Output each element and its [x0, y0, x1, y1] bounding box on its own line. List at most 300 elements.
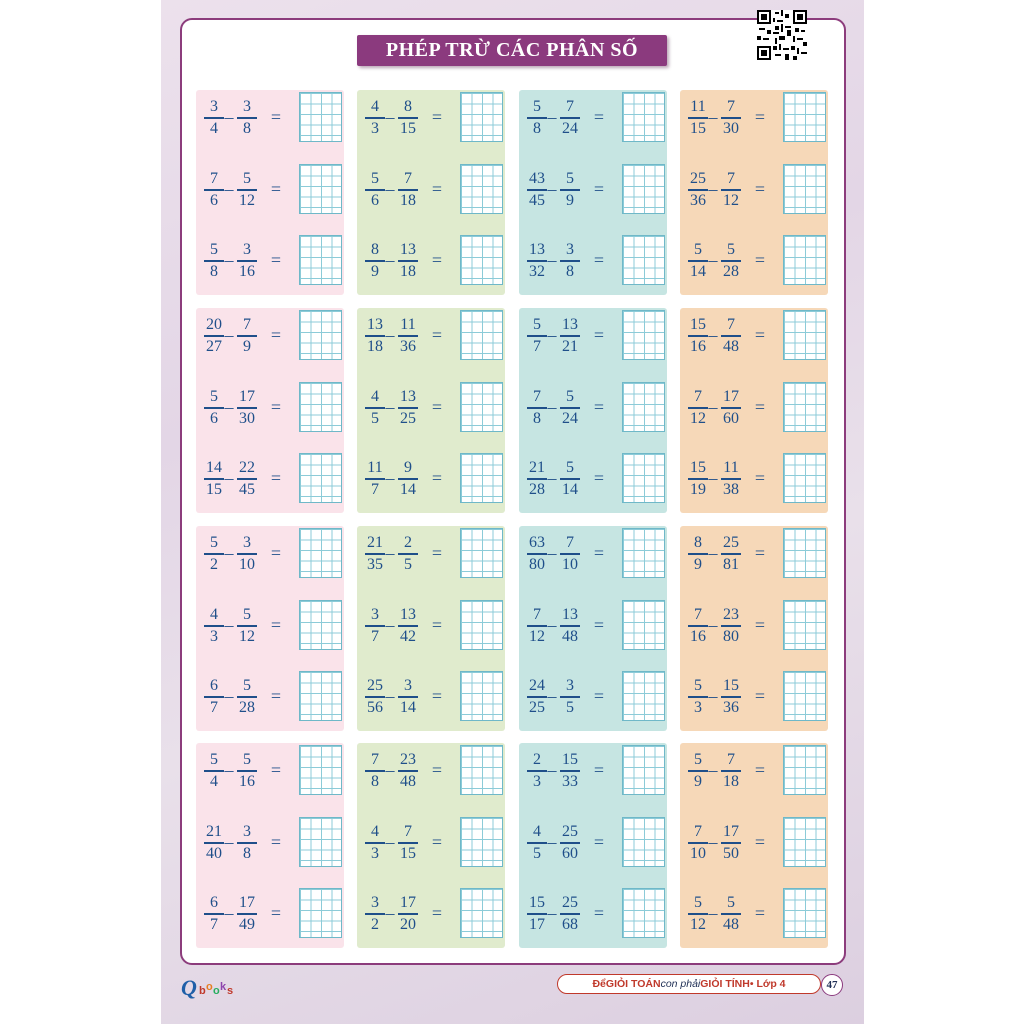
minus-sign: –	[708, 760, 718, 780]
numerator: 21	[529, 459, 545, 476]
minus-sign: –	[385, 543, 395, 563]
numerator: 2	[533, 751, 541, 768]
equals-sign: =	[593, 468, 605, 488]
denominator: 32	[529, 263, 545, 280]
minus-sign: –	[547, 686, 557, 706]
denominator: 21	[562, 338, 578, 355]
exercise-column	[680, 90, 828, 295]
numerator: 5	[210, 241, 218, 258]
denominator: 49	[239, 916, 255, 933]
equals-sign: =	[754, 686, 766, 706]
answer-grid[interactable]	[460, 92, 503, 142]
answer-grid[interactable]	[299, 453, 342, 503]
numerator: 11	[690, 98, 706, 115]
denominator: 15	[206, 481, 222, 498]
numerator: 7	[533, 606, 541, 623]
denominator: 2	[210, 556, 218, 573]
numerator: 17	[239, 388, 255, 405]
exercise-column	[357, 743, 505, 948]
answer-grid[interactable]	[783, 382, 826, 432]
answer-grid[interactable]	[299, 164, 342, 214]
denominator: 8	[210, 263, 218, 280]
numerator: 6	[210, 677, 218, 694]
numerator: 7	[533, 388, 541, 405]
numerator: 4	[371, 98, 379, 115]
denominator: 17	[529, 916, 545, 933]
exercise-column	[519, 743, 667, 948]
denominator: 8	[243, 845, 251, 862]
minus-sign: –	[224, 903, 234, 923]
subtraction-problem	[357, 743, 505, 797]
denominator: 48	[400, 773, 416, 790]
numerator: 5	[210, 751, 218, 768]
subtraction-problem	[519, 233, 667, 287]
exercise-column	[196, 308, 344, 513]
answer-grid[interactable]	[299, 92, 342, 142]
numerator: 3	[371, 894, 379, 911]
denominator: 36	[723, 699, 739, 716]
minus-sign: –	[547, 397, 557, 417]
subtrahend-fraction	[235, 676, 259, 718]
subtrahend-fraction	[396, 822, 420, 864]
denominator: 15	[690, 120, 706, 137]
answer-grid[interactable]	[783, 164, 826, 214]
answer-grid[interactable]	[622, 888, 665, 938]
numerator: 13	[562, 316, 578, 333]
answer-grid[interactable]	[783, 453, 826, 503]
equals-sign: =	[270, 615, 282, 635]
answer-grid[interactable]	[622, 382, 665, 432]
equals-sign: =	[593, 397, 605, 417]
numerator: 5	[243, 606, 251, 623]
numerator: 7	[727, 751, 735, 768]
subtrahend-fraction	[558, 315, 582, 357]
denominator: 50	[723, 845, 739, 862]
minus-sign: –	[385, 615, 395, 635]
denominator: 7	[533, 338, 541, 355]
minus-sign: –	[708, 325, 718, 345]
subtraction-problem	[519, 90, 667, 144]
denominator: 14	[562, 481, 578, 498]
numerator: 23	[723, 606, 739, 623]
subtrahend-fraction	[396, 605, 420, 647]
denominator: 9	[371, 263, 379, 280]
subtrahend-fraction	[396, 458, 420, 500]
equals-sign: =	[270, 832, 282, 852]
denominator: 45	[239, 481, 255, 498]
answer-grid[interactable]	[622, 92, 665, 142]
numerator: 5	[243, 677, 251, 694]
numerator: 11	[367, 459, 383, 476]
series-title-part: GIỎI TOÁN	[605, 978, 661, 990]
subtrahend-fraction	[558, 750, 582, 792]
denominator: 48	[723, 916, 739, 933]
subtrahend-fraction	[719, 458, 743, 500]
subtrahend-fraction	[396, 387, 420, 429]
numerator: 24	[529, 677, 545, 694]
numerator: 5	[694, 894, 702, 911]
svg-text:b: b	[199, 985, 206, 997]
exercise-column	[196, 90, 344, 295]
equals-sign: =	[431, 686, 443, 706]
minus-sign: –	[385, 468, 395, 488]
numerator: 21	[367, 534, 383, 551]
subtraction-problem	[680, 886, 828, 940]
denominator: 9	[566, 192, 574, 209]
answer-grid[interactable]	[622, 817, 665, 867]
numerator: 43	[529, 170, 545, 187]
numerator: 21	[206, 823, 222, 840]
denominator: 7	[371, 481, 379, 498]
subtrahend-fraction	[235, 458, 259, 500]
equals-sign: =	[270, 397, 282, 417]
subtraction-problem	[196, 308, 344, 362]
equals-sign: =	[431, 832, 443, 852]
denominator: 16	[690, 628, 706, 645]
subtrahend-fraction	[396, 240, 420, 282]
equals-sign: =	[431, 760, 443, 780]
answer-grid[interactable]	[460, 235, 503, 285]
minus-sign: –	[385, 760, 395, 780]
numerator: 4	[210, 606, 218, 623]
subtraction-problem	[519, 380, 667, 434]
denominator: 60	[723, 410, 739, 427]
answer-grid[interactable]	[783, 528, 826, 578]
denominator: 14	[400, 481, 416, 498]
equals-sign: =	[270, 543, 282, 563]
answer-grid[interactable]	[460, 164, 503, 214]
numerator: 3	[566, 677, 574, 694]
numerator: 3	[243, 534, 251, 551]
equals-sign: =	[270, 468, 282, 488]
numerator: 11	[400, 316, 416, 333]
subtrahend-fraction	[235, 822, 259, 864]
minus-sign: –	[224, 615, 234, 635]
subtrahend-fraction	[396, 676, 420, 718]
answer-grid[interactable]	[299, 235, 342, 285]
denominator: 4	[210, 773, 218, 790]
answer-grid[interactable]	[783, 888, 826, 938]
equals-sign: =	[431, 903, 443, 923]
subtrahend-fraction	[558, 387, 582, 429]
denominator: 5	[533, 845, 541, 862]
subtraction-problem	[519, 815, 667, 869]
numerator: 8	[404, 98, 412, 115]
subtraction-problem	[680, 162, 828, 216]
subtrahend-fraction	[719, 97, 743, 139]
numerator: 7	[566, 98, 574, 115]
answer-grid[interactable]	[622, 453, 665, 503]
answer-grid[interactable]	[460, 310, 503, 360]
denominator: 7	[210, 916, 218, 933]
answer-grid[interactable]	[299, 528, 342, 578]
numerator: 5	[566, 388, 574, 405]
minus-sign: –	[224, 543, 234, 563]
subtraction-problem	[357, 886, 505, 940]
numerator: 2	[404, 534, 412, 551]
denominator: 27	[206, 338, 222, 355]
numerator: 22	[239, 459, 255, 476]
minus-sign: –	[385, 179, 395, 199]
denominator: 36	[690, 192, 706, 209]
subtrahend-fraction	[719, 822, 743, 864]
numerator: 5	[533, 316, 541, 333]
subtraction-problem	[196, 526, 344, 580]
subtraction-problem	[196, 598, 344, 652]
minus-sign: –	[547, 543, 557, 563]
answer-grid[interactable]	[783, 600, 826, 650]
denominator: 10	[562, 556, 578, 573]
subtrahend-fraction	[719, 605, 743, 647]
answer-grid[interactable]	[299, 310, 342, 360]
equals-sign: =	[270, 107, 282, 127]
answer-grid[interactable]	[783, 745, 826, 795]
answer-grid[interactable]	[783, 671, 826, 721]
denominator: 6	[210, 192, 218, 209]
numerator: 5	[371, 170, 379, 187]
denominator: 12	[239, 628, 255, 645]
subtraction-problem	[357, 380, 505, 434]
subtraction-problem	[357, 162, 505, 216]
minus-sign: –	[224, 760, 234, 780]
answer-grid[interactable]	[622, 600, 665, 650]
numerator: 5	[727, 241, 735, 258]
subtraction-problem	[680, 380, 828, 434]
numerator: 7	[694, 388, 702, 405]
equals-sign: =	[754, 903, 766, 923]
numerator: 8	[694, 534, 702, 551]
denominator: 16	[239, 263, 255, 280]
equals-sign: =	[754, 760, 766, 780]
answer-grid[interactable]	[460, 528, 503, 578]
numerator: 15	[529, 894, 545, 911]
minus-sign: –	[224, 397, 234, 417]
answer-grid[interactable]	[460, 453, 503, 503]
subtrahend-fraction	[558, 97, 582, 139]
answer-grid[interactable]	[622, 671, 665, 721]
denominator: 8	[371, 773, 379, 790]
equals-sign: =	[431, 107, 443, 127]
answer-grid[interactable]	[299, 745, 342, 795]
answer-grid[interactable]	[299, 817, 342, 867]
denominator: 3	[371, 845, 379, 862]
numerator: 3	[566, 241, 574, 258]
equals-sign: =	[754, 397, 766, 417]
minus-sign: –	[385, 325, 395, 345]
subtraction-problem	[357, 669, 505, 723]
subtrahend-fraction	[235, 893, 259, 935]
subtraction-problem	[680, 233, 828, 287]
denominator: 30	[723, 120, 739, 137]
answer-grid[interactable]	[783, 817, 826, 867]
exercise-column	[196, 526, 344, 731]
subtrahend-fraction	[719, 676, 743, 718]
denominator: 28	[723, 263, 739, 280]
numerator: 17	[239, 894, 255, 911]
equals-sign: =	[593, 325, 605, 345]
numerator: 7	[727, 170, 735, 187]
numerator: 5	[210, 388, 218, 405]
equals-sign: =	[593, 179, 605, 199]
minus-sign: –	[385, 397, 395, 417]
equals-sign: =	[270, 179, 282, 199]
denominator: 5	[371, 410, 379, 427]
answer-grid[interactable]	[299, 888, 342, 938]
equals-sign: =	[431, 468, 443, 488]
denominator: 68	[562, 916, 578, 933]
numerator: 7	[566, 534, 574, 551]
subtrahend-fraction	[719, 893, 743, 935]
numerator: 13	[400, 388, 416, 405]
answer-grid[interactable]	[460, 745, 503, 795]
numerator: 25	[367, 677, 383, 694]
numerator: 7	[404, 170, 412, 187]
denominator: 40	[206, 845, 222, 862]
equals-sign: =	[754, 325, 766, 345]
equals-sign: =	[593, 107, 605, 127]
numerator: 13	[367, 316, 383, 333]
denominator: 14	[400, 699, 416, 716]
minus-sign: –	[547, 325, 557, 345]
subtrahend-fraction	[396, 97, 420, 139]
numerator: 11	[723, 459, 739, 476]
denominator: 12	[690, 410, 706, 427]
equals-sign: =	[593, 760, 605, 780]
numerator: 7	[694, 606, 702, 623]
equals-sign: =	[270, 250, 282, 270]
numerator: 17	[723, 388, 739, 405]
denominator: 8	[566, 263, 574, 280]
subtrahend-fraction	[719, 750, 743, 792]
subtraction-problem	[519, 308, 667, 362]
subtrahend-fraction	[558, 533, 582, 575]
subtrahend-fraction	[558, 458, 582, 500]
answer-grid[interactable]	[622, 164, 665, 214]
numerator: 17	[723, 823, 739, 840]
denominator: 9	[694, 773, 702, 790]
answer-grid[interactable]	[460, 382, 503, 432]
minus-sign: –	[708, 250, 718, 270]
subtrahend-fraction	[558, 240, 582, 282]
equals-sign: =	[270, 760, 282, 780]
minus-sign: –	[547, 832, 557, 852]
denominator: 6	[371, 192, 379, 209]
subtraction-problem	[680, 90, 828, 144]
answer-grid[interactable]	[783, 310, 826, 360]
equals-sign: =	[754, 832, 766, 852]
answer-grid[interactable]	[622, 310, 665, 360]
subtraction-problem	[519, 669, 667, 723]
answer-grid[interactable]	[460, 888, 503, 938]
denominator: 12	[239, 192, 255, 209]
subtrahend-fraction	[235, 169, 259, 211]
equals-sign: =	[431, 543, 443, 563]
exercise-column	[519, 308, 667, 513]
numerator: 7	[694, 823, 702, 840]
subtrahend-fraction	[235, 97, 259, 139]
subtrahend-fraction	[558, 169, 582, 211]
answer-grid[interactable]	[299, 382, 342, 432]
numerator: 7	[727, 316, 735, 333]
denominator: 9	[243, 338, 251, 355]
subtrahend-fraction	[235, 240, 259, 282]
answer-grid[interactable]	[622, 528, 665, 578]
numerator: 3	[371, 606, 379, 623]
svg-text:o: o	[206, 981, 213, 993]
answer-grid[interactable]	[299, 671, 342, 721]
equals-sign: =	[754, 468, 766, 488]
answer-grid[interactable]	[622, 235, 665, 285]
minus-sign: –	[547, 179, 557, 199]
minus-sign: –	[547, 250, 557, 270]
svg-text:k: k	[220, 981, 227, 993]
denominator: 8	[243, 120, 251, 137]
answer-grid[interactable]	[460, 671, 503, 721]
numerator: 13	[529, 241, 545, 258]
answer-grid[interactable]	[622, 745, 665, 795]
numerator: 5	[727, 894, 735, 911]
equals-sign: =	[754, 250, 766, 270]
denominator: 80	[529, 556, 545, 573]
minus-sign: –	[224, 250, 234, 270]
answer-grid[interactable]	[783, 92, 826, 142]
denominator: 42	[400, 628, 416, 645]
subtraction-problem	[357, 526, 505, 580]
numerator: 15	[690, 316, 706, 333]
subtraction-problem	[680, 526, 828, 580]
denominator: 24	[562, 120, 578, 137]
denominator: 36	[400, 338, 416, 355]
denominator: 6	[210, 410, 218, 427]
minus-sign: –	[224, 468, 234, 488]
answer-grid[interactable]	[460, 600, 503, 650]
subtrahend-fraction	[235, 387, 259, 429]
numerator: 4	[371, 388, 379, 405]
subtraction-problem	[680, 308, 828, 362]
minus-sign: –	[224, 107, 234, 127]
answer-grid[interactable]	[299, 600, 342, 650]
subtraction-problem	[196, 886, 344, 940]
denominator: 18	[367, 338, 383, 355]
numerator: 3	[243, 98, 251, 115]
exercise-column	[357, 308, 505, 513]
numerator: 9	[404, 459, 412, 476]
page-number: 47	[821, 974, 843, 996]
numerator: 8	[371, 241, 379, 258]
numerator: 25	[562, 823, 578, 840]
equals-sign: =	[431, 179, 443, 199]
subtraction-problem	[357, 451, 505, 505]
denominator: 3	[533, 773, 541, 790]
numerator: 25	[690, 170, 706, 187]
subtraction-problem	[357, 90, 505, 144]
series-title-part: • Lớp 4	[749, 978, 786, 990]
subtraction-problem	[196, 162, 344, 216]
worksheet-page	[161, 0, 864, 1024]
denominator: 28	[239, 699, 255, 716]
subtraction-problem	[680, 598, 828, 652]
answer-grid[interactable]	[460, 817, 503, 867]
numerator: 25	[723, 534, 739, 551]
numerator: 13	[400, 606, 416, 623]
minus-sign: –	[385, 107, 395, 127]
minus-sign: –	[708, 615, 718, 635]
answer-grid[interactable]	[783, 235, 826, 285]
numerator: 6	[210, 894, 218, 911]
denominator: 15	[400, 120, 416, 137]
denominator: 25	[400, 410, 416, 427]
denominator: 33	[562, 773, 578, 790]
